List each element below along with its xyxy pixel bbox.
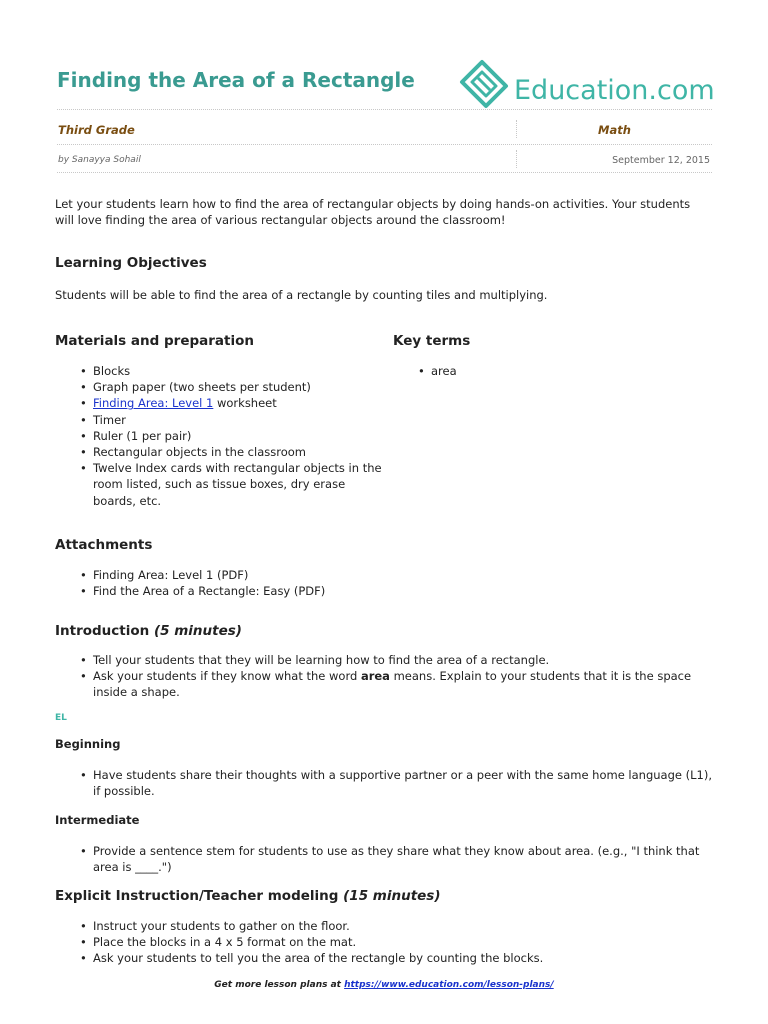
list-item: • area: [393, 363, 693, 379]
attachments-list: [55, 567, 715, 599]
education-com-logo[interactable]: [456, 56, 715, 112]
list-item: • Provide a sentence stem for students to use as they share what they know about area. (e.g., "I think that area is ____."): [55, 843, 715, 875]
term-bold: area: [360, 669, 390, 684]
el-label: EL: [55, 713, 67, 723]
introduction-heading: [55, 623, 242, 639]
divider: [57, 172, 712, 173]
subject-label: Math: [598, 123, 631, 137]
logo-text: Education.com: [514, 75, 715, 106]
explicit-instruction-list: [55, 918, 715, 967]
list-item: • Blocks: [55, 363, 385, 379]
introduction-title: Introduction: [55, 623, 150, 639]
intro-line: will love finding the area of various rectangular objects around the classroom!: [55, 213, 506, 227]
footer: [0, 980, 768, 990]
page-title: Finding the Area of a Rectangle: [57, 68, 415, 92]
beginning-heading: Beginning: [55, 737, 121, 751]
list-item-suffix: worksheet: [213, 396, 277, 411]
list-item: [55, 668, 715, 700]
list-item: • Have students share their thoughts with a supportive partner or a peer with the same home language (L1), if possible.: [55, 767, 715, 799]
explicit-instruction-duration: (15 minutes): [343, 888, 441, 904]
worksheet-link[interactable]: Finding Area: Level 1: [93, 396, 214, 411]
lesson-plans-link[interactable]: https://www.education.com/lesson-plans/: [344, 980, 554, 990]
key-terms-heading: Key terms: [393, 333, 471, 349]
list-item: • Ask your students to tell you the area of the rectangle by counting the blocks.: [55, 950, 715, 966]
list-item: • Rectangular objects in the classroom: [55, 444, 385, 460]
text-fragment: Ask your students if they know what the word: [93, 669, 361, 684]
list-item: • Instruct your students to gather on the floor.: [55, 918, 715, 934]
learning-objectives-heading: Learning Objectives: [55, 255, 207, 271]
footer-text: Get more lesson plans at: [214, 980, 345, 990]
materials-list: [55, 363, 385, 509]
key-terms-list: [393, 363, 693, 379]
list-item: • Finding Area: Level 1 (PDF): [55, 567, 715, 583]
author: by Sanayya Sohail: [58, 155, 141, 165]
introduction-duration: (5 minutes): [153, 623, 242, 639]
intro-paragraph: [55, 196, 715, 228]
intro-line: Let your students learn how to find the area of rectangular objects by doing hands-on activities. Your students: [55, 197, 691, 211]
introduction-list: [55, 652, 715, 701]
materials-heading: Materials and preparation: [55, 333, 254, 349]
list-item: • Timer: [55, 412, 385, 428]
list-item: • Graph paper (two sheets per student): [55, 379, 385, 395]
list-item: • Ruler (1 per pair): [55, 428, 385, 444]
divider: [516, 150, 517, 168]
list-item: [55, 395, 385, 411]
attachments-heading: Attachments: [55, 537, 153, 553]
list-item: • Find the Area of a Rectangle: Easy (PDF): [55, 583, 715, 599]
explicit-instruction-heading: [55, 888, 441, 904]
intermediate-heading: Intermediate: [55, 813, 140, 827]
list-item: • Tell your students that they will be learning how to find the area of a rectangle.: [55, 652, 715, 668]
divider: [57, 144, 712, 145]
explicit-instruction-title: Explicit Instruction/Teacher modeling: [55, 888, 339, 904]
text-fragment: means. Explain to your students that it is the space inside a shape.: [93, 669, 692, 700]
beginning-list: [55, 767, 715, 799]
grade-label: Third Grade: [58, 123, 135, 137]
list-item: • Place the blocks in a 4 x 5 format on the mat.: [55, 934, 715, 950]
intermediate-list: [55, 843, 715, 875]
learning-objectives-text: Students will be able to find the area of a rectangle by counting tiles and multiplying.: [55, 288, 548, 302]
divider: [57, 109, 712, 110]
list-item: • Twelve Index cards with rectangular objects in the room listed, such as tissue boxes, dry erase boards, etc.: [55, 460, 385, 509]
divider: [516, 120, 517, 138]
publish-date: September 12, 2015: [612, 155, 710, 166]
pencil-logo-icon: [456, 56, 512, 112]
